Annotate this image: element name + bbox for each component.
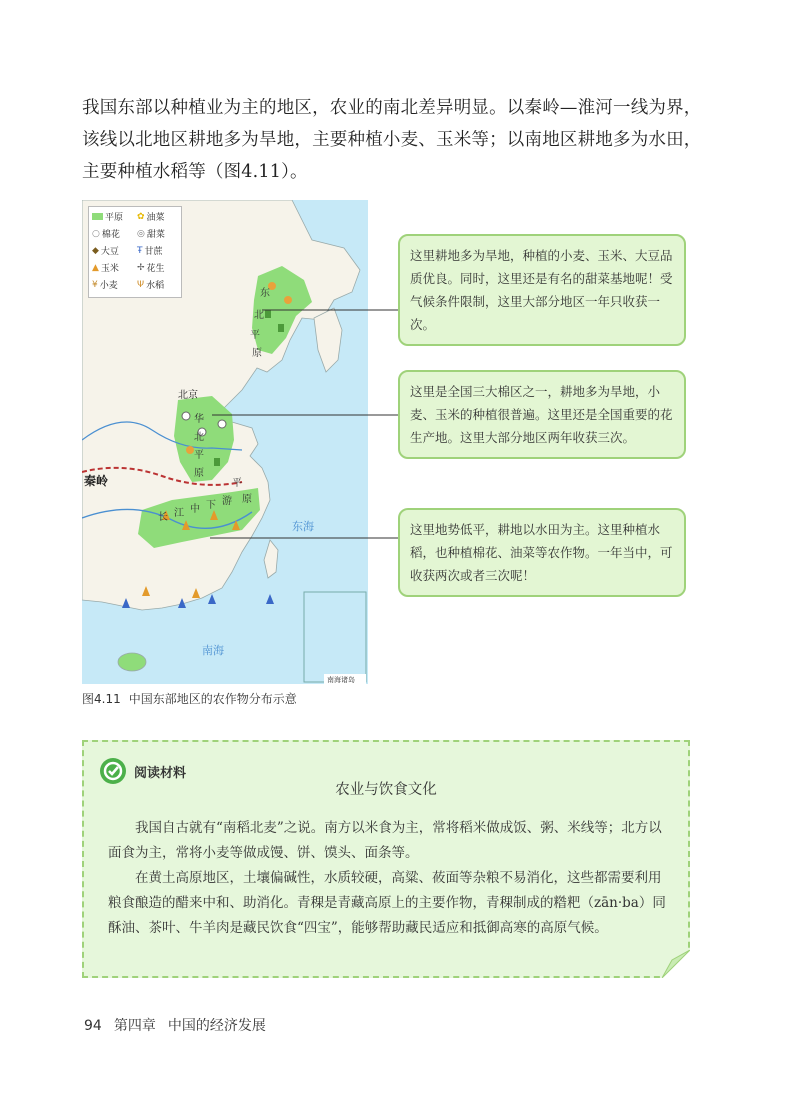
- figure-number: 图4.11: [82, 692, 121, 706]
- callout-north-china: 这里是全国三大棉区之一，耕地多为旱地，小麦、玉米的种植很普遍。这里还是全国重要的花生产地。这里大部分地区两年收获三次。: [398, 370, 686, 459]
- label-cj-2: 江: [174, 508, 184, 519]
- label-ne-3: 平: [250, 330, 260, 341]
- label-hb-3: 平: [194, 450, 204, 461]
- figure-caption-text: 中国东部地区的农作物分布示意: [128, 692, 297, 706]
- label-beijing: 北京: [178, 390, 198, 401]
- rapeseed-icon: ✿: [137, 211, 145, 222]
- legend-item-rice: Ψ 水稻: [137, 279, 165, 291]
- label-cj-1: 长: [158, 512, 168, 523]
- label-hb-1: 华: [194, 414, 204, 425]
- label-cj-7: 原: [242, 494, 252, 505]
- label-inset: 南海诸岛: [327, 676, 355, 684]
- intro-paragraph: 我国东部以种植业为主的地区，农业的南北差异明显。以秦岭—淮河一线为界，该线以北地区耕地多为旱地，主要种植小麦、玉米等；以南地区耕地多为水田，主要种植水稻等（图4.11）。: [82, 98, 702, 182]
- label-cj-5: 游: [222, 496, 232, 507]
- reading-title: 农业与饮食文化: [335, 782, 437, 798]
- sugarcane-icon: Ŧ: [137, 245, 143, 256]
- figure-caption: [82, 690, 305, 707]
- label-ne-2: 北: [254, 310, 264, 321]
- map-legend: [88, 206, 182, 298]
- legend-item-plain: 平原: [92, 210, 123, 223]
- sugarbeet-icon: ◎: [137, 228, 145, 239]
- reading-paragraph-2: 在黄土高原地区，土壤偏碱性，水质较硬，高粱、莜面等杂粮不易消化，这些都需要利用粮食酿造的醋来中和、助消化。青稞是青藏高原上的主要作物，青稞制成的糌粑（zān·ba）同酥油、茶叶、牛羊肉是藏民饮食“四宝”，能够帮助藏民适应和抵御高寒的高原气候。: [108, 870, 666, 936]
- legend-item-sugarbeet: ◎ 甜菜: [137, 228, 165, 240]
- reading-material-box: [82, 740, 690, 978]
- label-ne-4: 原: [252, 348, 262, 359]
- legend-item-sugarcane: Ŧ 甘蔗: [137, 245, 163, 257]
- soybean-icon: ◆: [92, 245, 99, 256]
- legend-item-peanut: ✢ 花生: [137, 262, 165, 274]
- wheat-icon: ¥: [92, 279, 98, 290]
- label-cj-4: 下: [206, 500, 216, 511]
- label-qinling: 秦岭: [84, 474, 109, 488]
- label-ne-1: 东: [260, 288, 270, 299]
- callout-yangtze: 这里地势低平，耕地以水田为主。这里种植水稻，也种植棉花、油菜等农作物。一年当中，可收获两次或者三次呢！: [398, 508, 686, 597]
- label-cj-3: 中: [190, 504, 200, 515]
- page-number: 94: [84, 1018, 102, 1034]
- reading-body: [108, 816, 670, 941]
- legend-item-rapeseed: ✿ 油菜: [137, 211, 165, 223]
- legend-item-wheat: ¥ 小麦: [92, 279, 118, 291]
- page-curl-icon: [662, 950, 690, 978]
- corn-icon: ▲: [92, 262, 99, 273]
- reading-label: 阅读材料: [134, 765, 187, 781]
- label-south-sea: 南海: [202, 644, 224, 657]
- legend-item-soybean: ◆ 大豆: [92, 245, 119, 257]
- rice-icon: Ψ: [137, 279, 145, 290]
- label-hb-4: 原: [194, 468, 204, 479]
- peanut-icon: ✢: [137, 262, 145, 273]
- plain-swatch-icon: [92, 213, 103, 220]
- legend-item-cotton: ○ 棉花: [92, 228, 120, 240]
- legend-item-corn: ▲ 玉米: [92, 262, 119, 274]
- chapter-title: 中国的经济发展: [167, 1018, 266, 1034]
- callout-northeast: 这里耕地多为旱地，种植的小麦、玉米、大豆品质优良。同时，这里还是有名的甜菜基地呢！受气候条件限制，这里大部分地区一年只收获一次。: [398, 234, 686, 346]
- label-east-sea: 东海: [292, 520, 314, 533]
- chapter-label: 第四章: [113, 1018, 156, 1034]
- reading-paragraph-1: 我国自古就有“南稻北麦”之说。南方以米食为主，常将稻米做成饭、粥、米线等；北方以面食为主，常将小麦等做成馒、饼、馍头、面条等。: [108, 820, 662, 861]
- label-hb-2: 北: [194, 432, 204, 443]
- inset-frame: [304, 592, 366, 682]
- page-footer: [84, 1015, 278, 1035]
- map-hainan: [118, 653, 146, 671]
- label-cj-6: 平: [232, 478, 242, 489]
- cotton-icon: ○: [92, 228, 100, 239]
